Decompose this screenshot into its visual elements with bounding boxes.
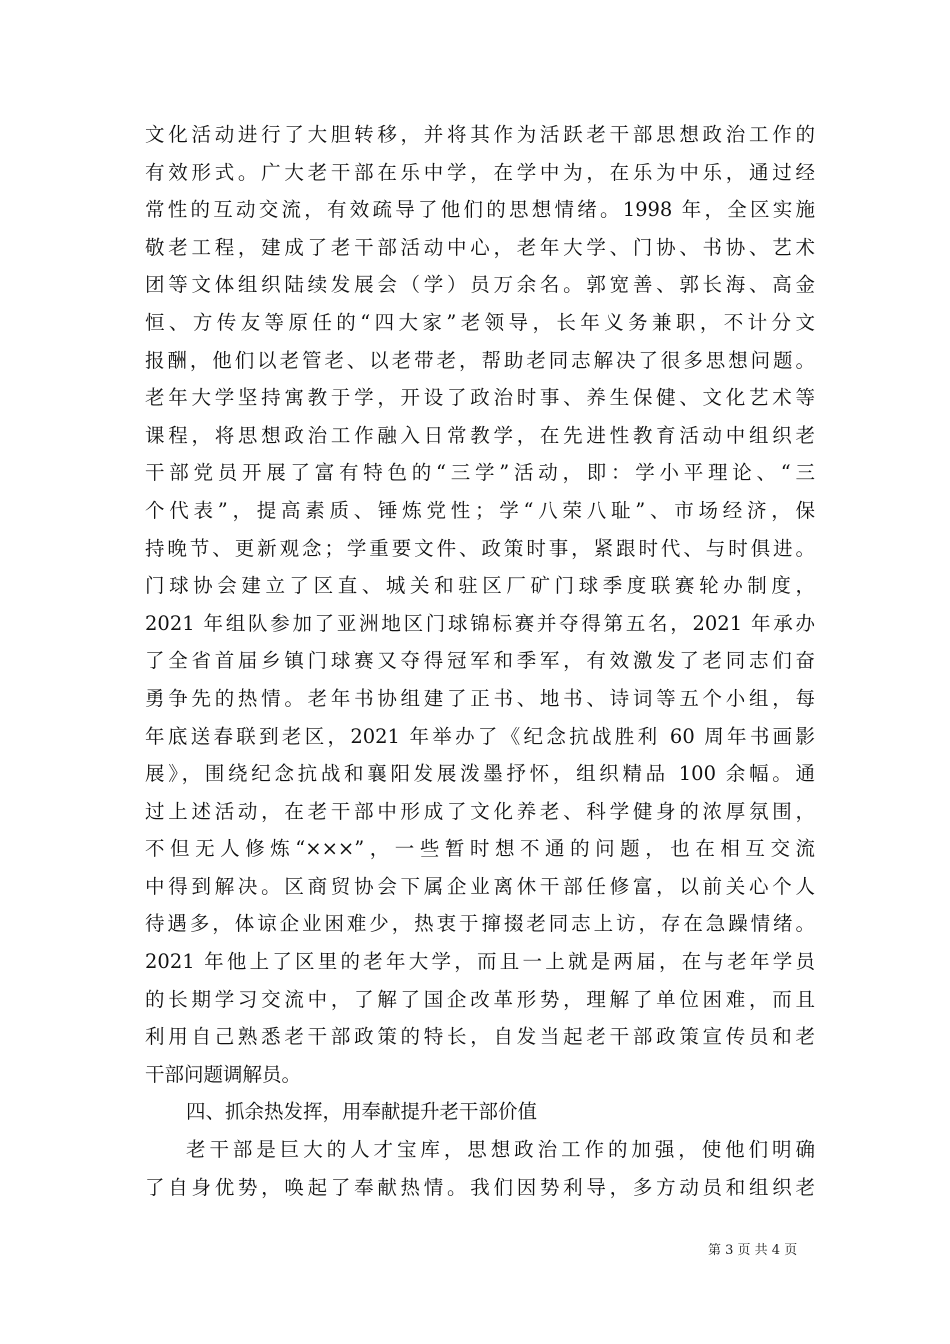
paragraph-last-line: 干部问题调解员。 xyxy=(145,1062,302,1086)
paragraph-line: 勇争先的热情。老年书协组建了正书、地书、诗词等五个小组，每 xyxy=(145,686,815,710)
paragraph-line: 利用自己熟悉老干部政策的特长，自发当起老干部政策宣传员和老 xyxy=(145,1025,815,1049)
paragraph-line: 中得到解决。区商贸协会下属企业离休干部任修富，以前关心个人 xyxy=(145,874,815,898)
paragraph-line: 团等文体组织陆续发展会（学）员万余名。郭宽善、郭长海、高金 xyxy=(145,273,815,297)
paragraph-line: 持晚节、更新观念；学重要文件、政策时事，紧跟时代、与时俱进。 xyxy=(145,536,815,560)
paragraph-line: 不但无人修炼“×××”，一些暂时想不通的问题，也在相互交流 xyxy=(145,837,815,861)
paragraph-line: 课程，将思想政治工作融入日常教学，在先进性教育活动中组织老 xyxy=(145,423,815,447)
paragraph-line: 个代表”，提高素质、锤炼党性；学“八荣八耻”、市场经济，保 xyxy=(145,498,815,522)
paragraph-line: 报酬，他们以老管老、以老带老，帮助老同志解决了很多思想问题。 xyxy=(145,348,815,372)
paragraph-line: 展》，围绕纪念抗战和襄阳发展泼墨抒怀，组织精品 100 余幅。通 xyxy=(145,762,815,786)
paragraph-line: 老年大学坚持寓教于学，开设了政治时事、养生保健、文化艺术等 xyxy=(145,386,815,410)
paragraph-line: 的长期学习交流中，了解了国企改革形势，理解了单位困难，而且 xyxy=(145,987,815,1011)
paragraph-line: 敬老工程，建成了老干部活动中心，老年大学、门协、书协、艺术 xyxy=(145,235,815,259)
paragraph-line: 2021 年他上了区里的老年大学，而且一上就是两届，在与老年学员 xyxy=(145,950,815,974)
paragraph-line: 2021 年组队参加了亚洲地区门球锦标赛并夺得第五名，2021 年承办 xyxy=(145,611,815,635)
paragraph-line: 门球协会建立了区直、城关和驻区厂矿门球季度联赛轮办制度， xyxy=(145,574,815,598)
paragraph-line: 了全省首届乡镇门球赛又夺得冠军和季军，有效激发了老同志们奋 xyxy=(145,649,815,673)
paragraph-line: 有效形式。广大老干部在乐中学，在学中为，在乐为中乐，通过经 xyxy=(145,160,815,184)
paragraph-line: 常性的互动交流，有效疏导了他们的思想情绪。1998 年，全区实施 xyxy=(145,198,815,222)
paragraph-line: 干部党员开展了富有特色的“三学”活动，即：学小平理论、“三 xyxy=(145,461,815,485)
paragraph-line: 过上述活动，在老干部中形成了文化养老、科学健身的浓厚氛围， xyxy=(145,799,815,823)
paragraph-line: 待遇多，体谅企业困难少，热衷于撺掇老同志上访，存在急躁情绪。 xyxy=(145,912,815,936)
page-number: 第 3 页 共 4 页 xyxy=(708,1243,798,1258)
paragraph-line: 了自身优势，唤起了奉献热情。我们因势利导，多方动员和组织老 xyxy=(145,1175,815,1199)
section-heading: 四、抓余热发挥，用奉献提升老干部价值 xyxy=(186,1100,538,1124)
paragraph-line: 恒、方传友等原任的“四大家”老领导，长年义务兼职，不计分文 xyxy=(145,310,815,334)
document-body xyxy=(145,116,815,1206)
paragraph-first-line: 老干部是巨大的人才宝库，思想政治工作的加强，使他们明确 xyxy=(186,1138,815,1162)
paragraph-line: 文化活动进行了大胆转移，并将其作为活跃老干部思想政治工作的 xyxy=(145,123,815,146)
paragraph-line: 年底送春联到老区，2021 年举办了《纪念抗战胜利 60 周年书画影 xyxy=(145,724,815,748)
